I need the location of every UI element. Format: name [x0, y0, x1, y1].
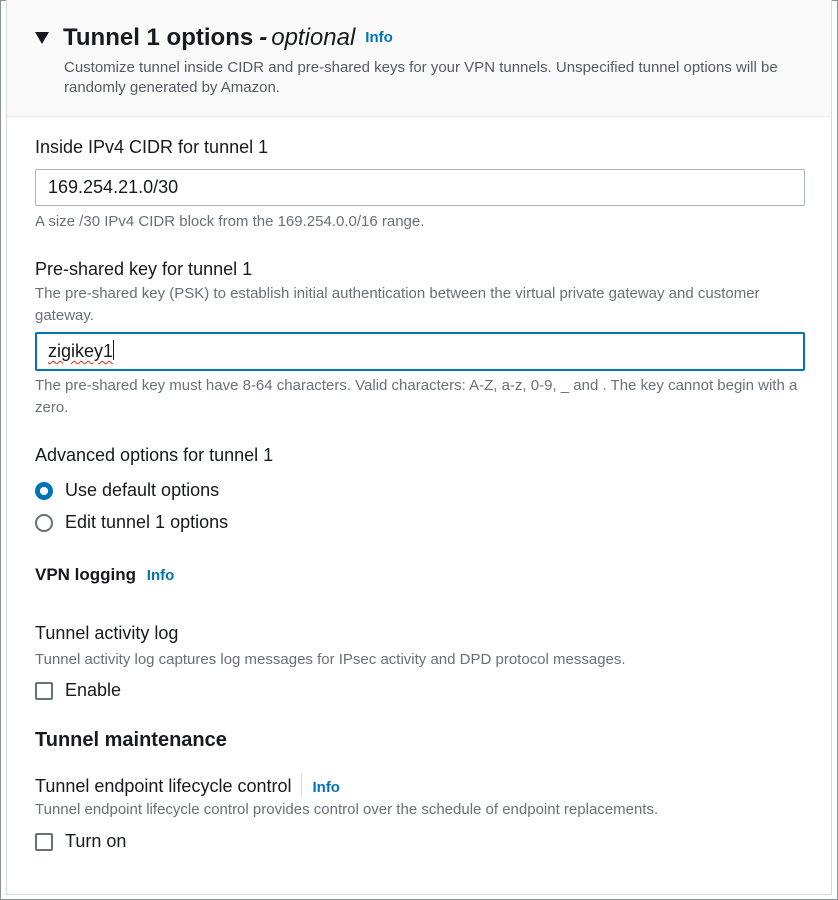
- enable-checkbox[interactable]: [35, 682, 53, 700]
- text-cursor: [113, 340, 114, 360]
- radio-edit-tunnel-label[interactable]: Edit tunnel 1 options: [65, 512, 229, 532]
- section-description: Customize tunnel inside CIDR and pre-shared keys for your VPN tunnels. Unspecified tunnel options will be randomly generated by Amazon.: [64, 59, 778, 96]
- psk-description: The pre-shared key (PSK) to establish initial authentication between the virtual private gateway and customer gateway.: [35, 285, 760, 324]
- tunnel-maintenance-heading: Tunnel maintenance: [35, 729, 227, 751]
- inside-cidr-hint: A size /30 IPv4 CIDR block from the 169.254.0.0/16 range.: [35, 213, 425, 230]
- psk-value: zigikey1: [48, 341, 114, 361]
- enable-checkbox-label[interactable]: Enable: [65, 680, 122, 700]
- inside-cidr-input[interactable]: [35, 169, 805, 206]
- advanced-options-label: Advanced options for tunnel 1: [35, 445, 274, 465]
- label-divider: [301, 774, 302, 796]
- lifecycle-control-description: Tunnel endpoint lifecycle control provides control over the schedule of endpoint replacements.: [35, 801, 659, 818]
- optional-label: optional: [271, 24, 356, 51]
- section-title: [63, 24, 393, 52]
- optional-tag: - optional: [259, 24, 356, 51]
- radio-edit-tunnel[interactable]: [35, 514, 53, 532]
- turn-on-checkbox[interactable]: [35, 833, 53, 851]
- tunnel-options-panel: [6, 0, 832, 895]
- lifecycle-control-label: Tunnel endpoint lifecycle control: [35, 776, 292, 796]
- psk-hint: The pre-shared key must have 8-64 characters. Valid characters: A-Z, a-z, 0-9, _ and . The key cannot begin with a zero.: [35, 377, 798, 416]
- section-title-text: Tunnel 1 options: [63, 24, 254, 51]
- lifecycle-control-row: [35, 774, 340, 797]
- psk-label: Pre-shared key for tunnel 1: [35, 259, 253, 279]
- radio-use-default[interactable]: [35, 482, 53, 500]
- activity-log-label: Tunnel activity log: [35, 623, 179, 643]
- caret-down-icon[interactable]: [35, 32, 49, 44]
- psk-input[interactable]: [35, 332, 805, 371]
- activity-log-description: Tunnel activity log captures log messages for IPsec activity and DPD protocol messages.: [35, 651, 626, 668]
- turn-on-checkbox-label[interactable]: Turn on: [65, 831, 127, 851]
- vpn-logging-info-link[interactable]: Info: [146, 567, 175, 584]
- section-info-link[interactable]: Info: [365, 29, 393, 46]
- section-header[interactable]: [7, 0, 831, 117]
- vpn-logging-heading: [35, 565, 174, 585]
- vpn-logging-title: VPN logging: [35, 565, 137, 584]
- lifecycle-info-link[interactable]: Info: [312, 779, 340, 796]
- inside-cidr-label: Inside IPv4 CIDR for tunnel 1: [35, 137, 269, 157]
- inside-cidr-value: 169.254.21.0/30: [48, 177, 179, 197]
- radio-use-default-label[interactable]: Use default options: [65, 480, 220, 500]
